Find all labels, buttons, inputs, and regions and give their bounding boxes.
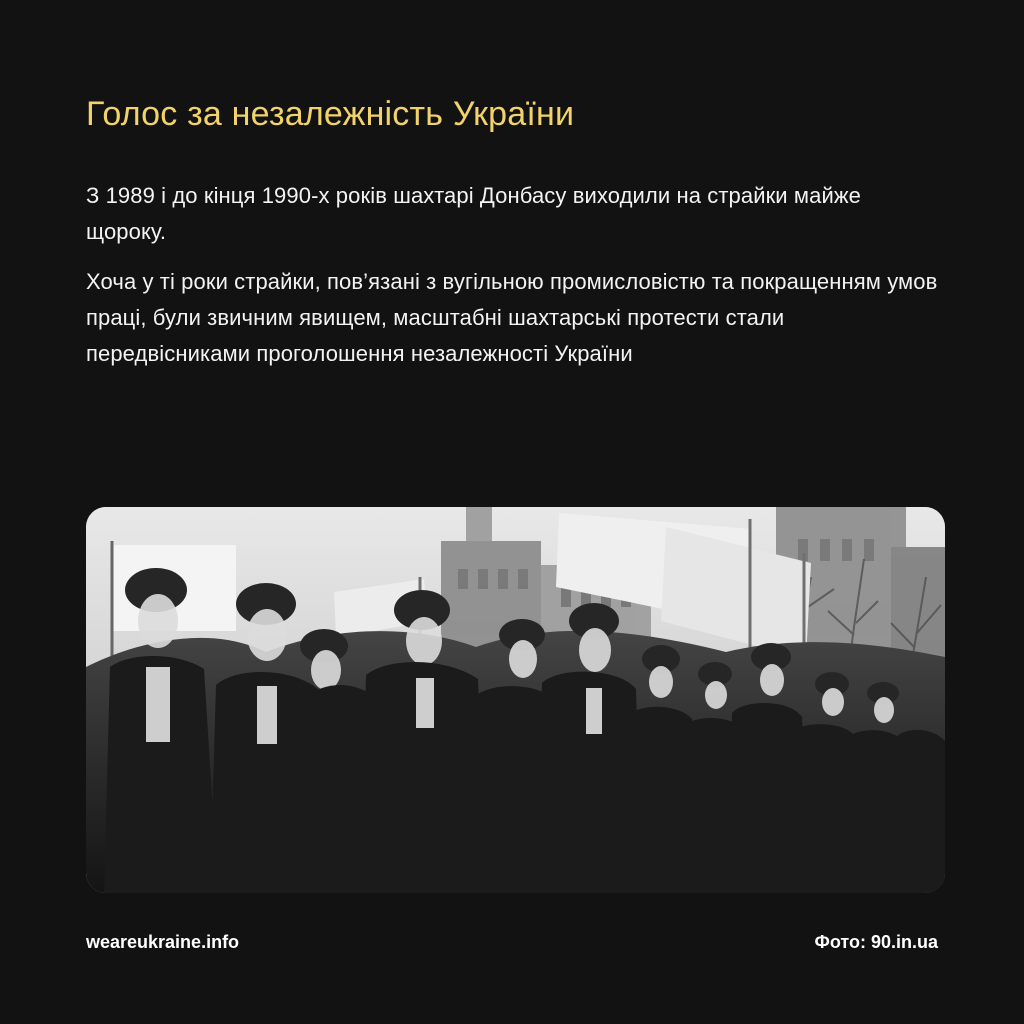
description-paragraph-2: Хоча у ті роки страйки, пов’язані з вугільною промисловістю та покращенням умов праці, були звичним явищем, масштабні шахтарські протести стали передвісниками проголошення незалежності України [86,269,938,366]
historical-photo [86,507,945,893]
description-paragraph-1: З 1989 і до кінця 1990-х років шахтарі Донбасу виходили на страйки майже щороку. [86,183,862,244]
description-block [86,178,946,386]
page-title: Голос за незалежність України [86,95,575,133]
miners-march-photo [86,507,945,893]
site-link[interactable]: weareukraine.info [86,932,240,952]
photo-credit: Фото: 90.in.ua [814,932,938,952]
